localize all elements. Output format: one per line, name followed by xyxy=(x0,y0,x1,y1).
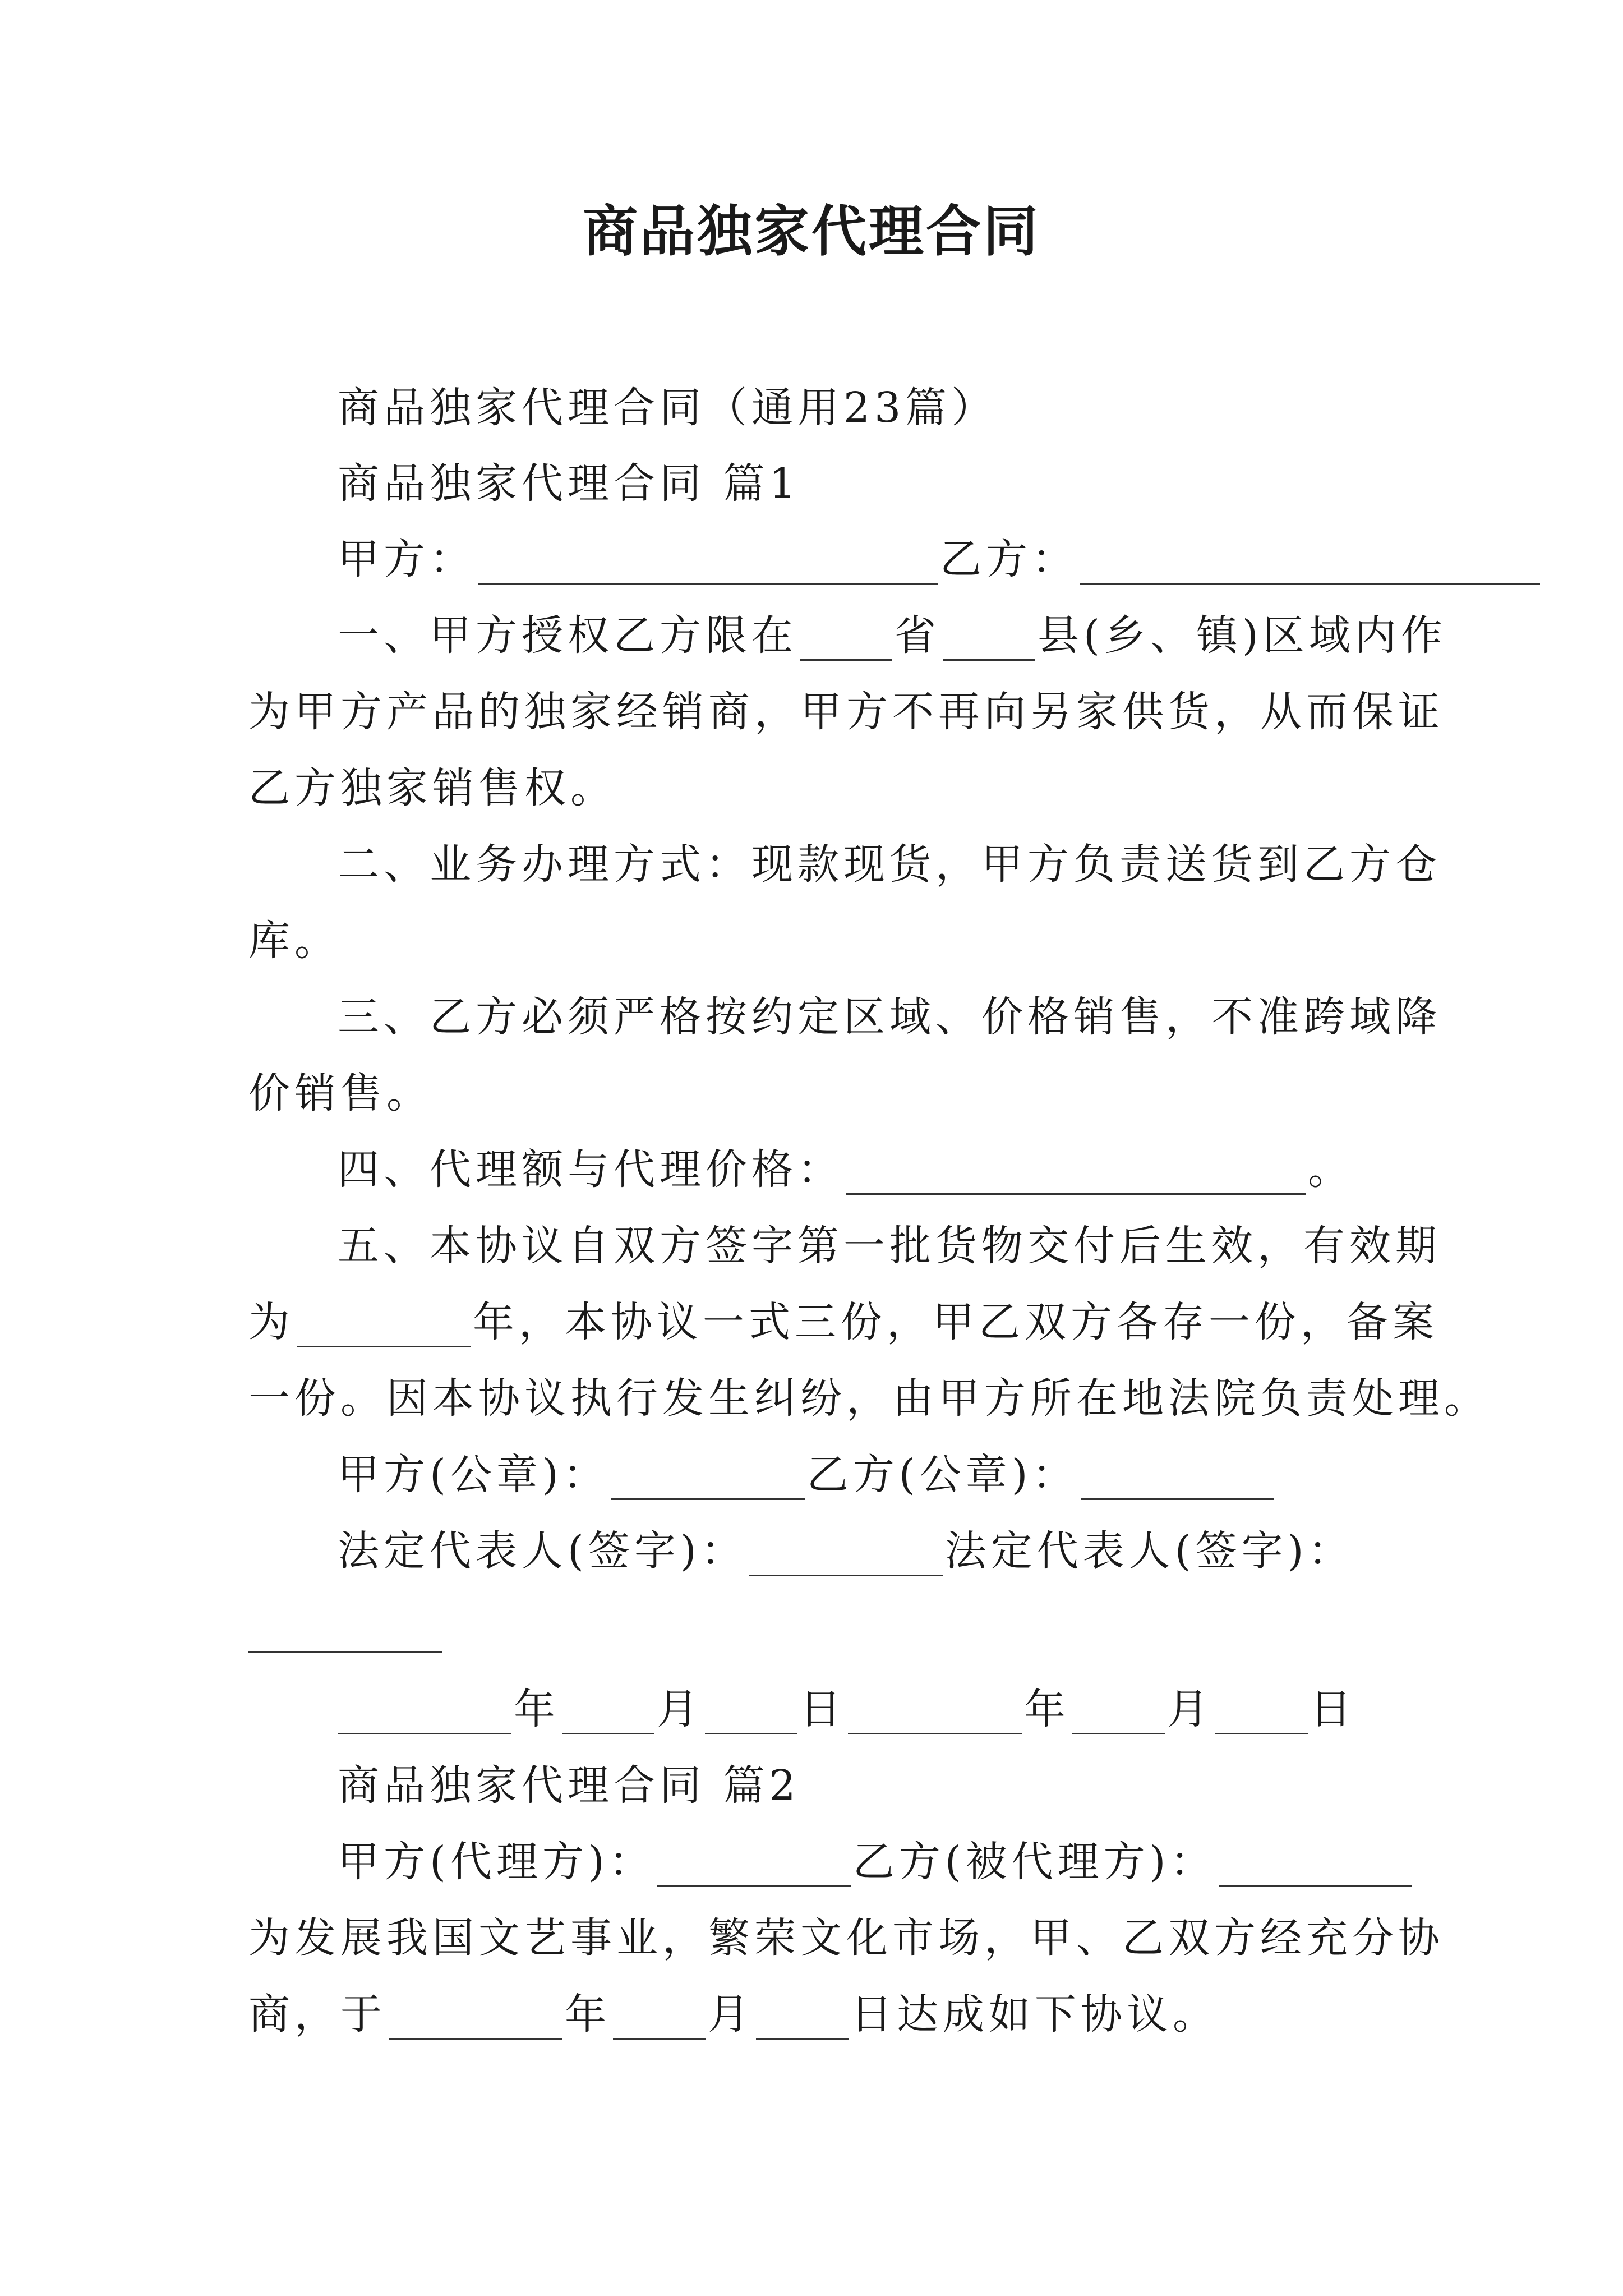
year-b-blank xyxy=(848,1694,1022,1734)
clause-5-text-b: 年，本协议一式三份，甲乙双方各存一份，备案 xyxy=(473,1298,1438,1346)
clause-3-line-1: 三、乙方必须严格按约定区域、价格销售，不准跨域降 xyxy=(338,993,1441,1041)
intro-text-d: 日达成如下协议。 xyxy=(851,1990,1219,2039)
date-line xyxy=(338,1685,1356,1734)
month-b-label: 月 xyxy=(1167,1685,1213,1733)
day-b-blank xyxy=(1215,1694,1308,1734)
intro-text-a: 商，于 xyxy=(248,1990,386,2039)
clause-1-line-3: 乙方独家销售权。 xyxy=(248,764,616,812)
clause-4-period: 。 xyxy=(1308,1145,1354,1194)
day-a-label: 日 xyxy=(800,1685,846,1733)
section2-heading: 商品独家代理合同 篇2 xyxy=(338,1761,800,1810)
party-a-label: 甲方： xyxy=(338,535,476,583)
intro-year-blank xyxy=(389,1999,562,2040)
document-subtitle: 商品独家代理合同（通用23篇） xyxy=(338,384,998,432)
province-blank xyxy=(800,620,892,661)
rep-a-label: 法定代表人(签字)： xyxy=(338,1527,747,1575)
intro-year-label: 年 xyxy=(565,1990,611,2039)
month-a-label: 月 xyxy=(657,1685,703,1733)
county-blank xyxy=(943,620,1035,661)
clause-5-text-a: 为 xyxy=(248,1298,294,1346)
clause-3-line-2: 价销售。 xyxy=(248,1069,432,1117)
intro-month-label: 月 xyxy=(708,1990,754,2039)
seal-a-label: 甲方(公章)： xyxy=(338,1451,609,1499)
year-a-blank xyxy=(338,1694,511,1734)
party-b-label: 乙方： xyxy=(940,535,1078,583)
month-b-blank xyxy=(1072,1694,1165,1734)
principal-label: 乙方(被代理方)： xyxy=(852,1838,1216,1886)
intro-month-blank xyxy=(613,1999,706,2040)
clause-1-text-c: 县(乡、镇)区域内作 xyxy=(1038,611,1447,660)
section2-intro-line-1: 为发展我国文艺事业，繁荣文化市场，甲、乙双方经充分协 xyxy=(248,1914,1444,1962)
validity-years-blank xyxy=(297,1306,471,1347)
clause-1-line-1 xyxy=(338,611,1447,661)
clause-4 xyxy=(338,1145,1354,1195)
agency-price-blank xyxy=(846,1154,1306,1195)
rep-b-blank-line xyxy=(248,1603,444,1653)
seal-line xyxy=(338,1450,1276,1500)
representative-line xyxy=(338,1526,1354,1576)
seal-b-blank xyxy=(1081,1459,1274,1500)
clause-2-line-1: 二、业务办理方式：现款现货，甲方负责送货到乙方仓 xyxy=(338,840,1441,889)
rep-b-blank xyxy=(248,1612,442,1653)
clause-1-line-2: 为甲方产品的独家经销商，甲方不再向另家供货，从而保证 xyxy=(248,688,1444,736)
principal-blank xyxy=(1219,1846,1412,1887)
party-b-blank xyxy=(1080,544,1540,585)
rep-b-label: 法定代表人(签字)： xyxy=(944,1527,1354,1575)
clause-5-line-3: 一份。因本协议执行发生纠纷，由甲方所在地法院负责处理。 xyxy=(248,1374,1490,1423)
clause-2-line-2: 库。 xyxy=(248,917,340,965)
agent-label: 甲方(代理方)： xyxy=(338,1838,655,1886)
party-a-blank xyxy=(478,544,938,585)
section1-heading: 商品独家代理合同 篇1 xyxy=(338,459,800,508)
day-b-label: 日 xyxy=(1310,1685,1356,1733)
document-title: 商品独家代理合同 xyxy=(582,200,1040,264)
clause-5-line-1: 五、本协议自双方签字第一批货物交付后生效，有效期 xyxy=(338,1222,1441,1270)
agent-blank xyxy=(657,1846,851,1887)
clause-5-line-2 xyxy=(248,1297,1438,1347)
intro-day-blank xyxy=(756,1999,849,2040)
rep-a-blank xyxy=(749,1535,943,1576)
clause-1-text-a: 一、甲方授权乙方限在 xyxy=(338,611,797,660)
month-a-blank xyxy=(562,1694,654,1734)
clause-1-text-b: 省 xyxy=(895,611,940,660)
party-line xyxy=(338,535,1542,585)
section2-party-line xyxy=(338,1837,1414,1887)
day-a-blank xyxy=(705,1694,797,1734)
year-a-label: 年 xyxy=(514,1685,560,1733)
clause-4-text: 四、代理额与代理价格： xyxy=(338,1145,843,1194)
year-b-label: 年 xyxy=(1024,1685,1070,1733)
seal-b-label: 乙方(公章)： xyxy=(806,1451,1078,1499)
section2-intro-line-2 xyxy=(248,1990,1219,2040)
seal-a-blank xyxy=(611,1459,805,1500)
